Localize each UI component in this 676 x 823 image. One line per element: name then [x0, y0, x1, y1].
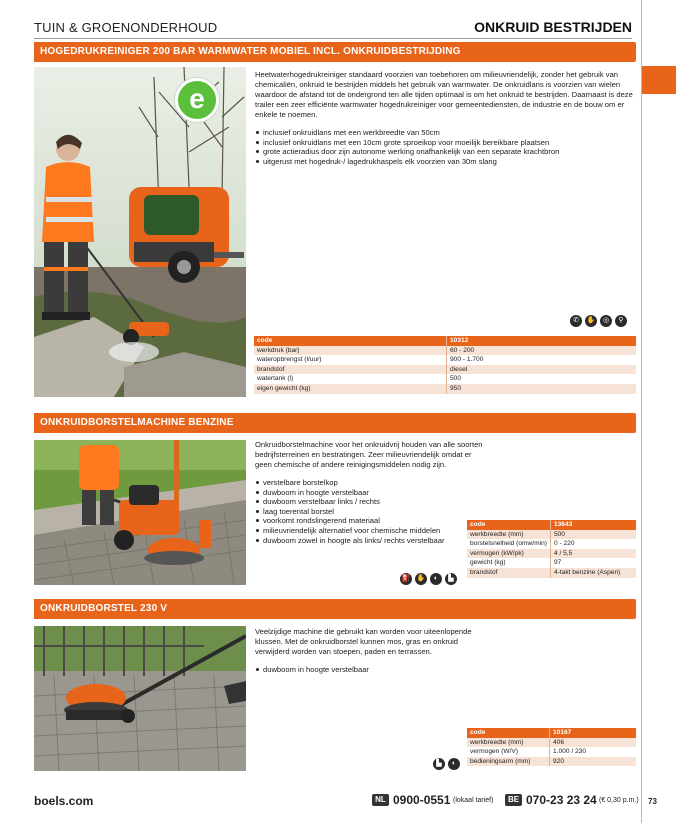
feature-list: [255, 128, 633, 166]
spec-code-value: 10312: [447, 336, 637, 346]
spec-header-row: [467, 520, 636, 530]
product-description: [255, 70, 633, 166]
description-text: Heetwaterhogedrukreiniger standaard voorzien van toebehoren om milieuvriendelijk, zonder het gebruik van chemicaliën, onkruid te bestrijden middels het gebruik van warmwater. De onkruidlans is voorzien van wielen waardoor de afstand tot de ondergrond ten alle tijden optimaal is om het onkruid te bestrijden. Daarnaast is deze trailer een zeer efficiënte warmwater hogedrukreiniger voor gemeentediensten, de industrie en de bouw om er enkele te noemen.: [255, 70, 633, 119]
spec-code-label: code: [467, 728, 550, 738]
spec-row: [467, 757, 636, 767]
spec-code-label: code: [254, 336, 447, 346]
side-divider: [641, 0, 642, 823]
product-description: [255, 440, 485, 545]
spec-value: 1.000 / 230: [550, 747, 637, 757]
spec-value: 500: [550, 530, 636, 540]
feature-item: duwboom verstelbaar links / rechts: [255, 497, 485, 507]
goggles-icon: ◎: [600, 315, 612, 327]
spec-key: brandstof: [467, 568, 550, 578]
spec-code-value: 10167: [550, 728, 637, 738]
spec-row: [467, 738, 636, 748]
website-link[interactable]: boels.com: [34, 794, 94, 808]
section-title: ONKRUID BESTRIJDEN: [474, 19, 632, 35]
spec-value: 900 - 1.700: [447, 355, 637, 365]
spec-row: [467, 568, 636, 578]
feature-item: duwboom zowel in hoogte als links/ rechts verstelbaar: [255, 536, 485, 546]
feature-item: inclusief onkruidlans met een werkbreedte van 50cm: [255, 128, 633, 138]
spec-row: [467, 549, 636, 559]
nl-country-badge: NL: [372, 794, 389, 806]
product-photo-brush-machine-petrol: [34, 440, 246, 585]
feature-item: milieuvriendelijk alternatief voor chemische middelen: [255, 526, 485, 536]
spec-value: 97: [550, 558, 636, 568]
feature-item: grote actieradius door zijn autonome werking onafhankelijk van een separate krachtbron: [255, 147, 633, 157]
header-divider: [34, 38, 632, 39]
product-photo-brush-230v: [34, 626, 246, 771]
spec-value: 500: [447, 374, 637, 384]
spec-key: eigen gewicht (kg): [254, 384, 447, 394]
safety-icons: [400, 573, 457, 585]
feature-list: [255, 478, 485, 545]
spec-value: 950: [447, 384, 637, 394]
product-description: [255, 627, 485, 675]
ear-protection-icon: ◐: [448, 758, 460, 770]
fuel-icon: ⛽: [400, 573, 412, 585]
spec-row: [254, 384, 636, 394]
spec-row: [254, 355, 636, 365]
feature-item: voorkomt rondslingerend materiaal: [255, 516, 485, 526]
boot-icon: ▙: [445, 573, 457, 585]
spec-table: [467, 520, 636, 578]
feature-item: inclusief onkruidlans met een 10cm grote sproeikop voor moeilijk bereikbare plaatsen: [255, 138, 633, 148]
spec-row: [254, 365, 636, 375]
page-number: 73: [648, 797, 657, 806]
spec-row: [254, 346, 636, 356]
description-text: Veelzijdige machine die gebruikt kan worden voor uiteenlopende klussen. Met de onkruidborstel kunnen mos, gras en onkruid verwijderd worden van stoepen, paden en terrassen.: [255, 627, 472, 656]
spec-header-row: [467, 728, 636, 738]
safety-icons: [433, 758, 460, 770]
spec-header-row: [254, 336, 636, 346]
feature-list: [255, 665, 485, 675]
feature-item: uitgerust met hogedruk-/ lagedrukhaspels elk voorzien van 30m slang: [255, 157, 633, 167]
product-photo-hot-water-cleaner: [34, 67, 246, 397]
spec-value: 4-takt benzine (Aspen): [550, 568, 636, 578]
spec-value: diesel: [447, 365, 637, 375]
spec-row: [467, 558, 636, 568]
spec-key: brandstof: [254, 365, 447, 375]
spec-key: bedieningsarm (mm): [467, 757, 550, 767]
spec-value: 920: [550, 757, 637, 767]
spec-key: werkdruk (bar): [254, 346, 447, 356]
spec-table: [467, 728, 636, 766]
spec-row: [254, 374, 636, 384]
phone-icon: ✆: [570, 315, 582, 327]
spec-row: [467, 530, 636, 540]
be-phone-number: 070-23 23 24: [526, 793, 597, 807]
person-icon: ⚲: [615, 315, 627, 327]
spec-value: 60 - 200: [447, 346, 637, 356]
feature-item: laag toerental borstel: [255, 507, 485, 517]
be-rate-note: (€ 0,30 p.m.): [599, 797, 639, 804]
description-text: Onkruidborstelmachine voor het onkruidvrij houden van alle soorten bedrijfsterreinen en bestratingen. Zeer milieuvriendelijk omdat er geen chemische of andere reinigingsmiddelen nodig zijn.: [255, 440, 483, 469]
glove-icon: ✋: [585, 315, 597, 327]
spec-row: [467, 539, 636, 549]
nl-phone-number: 0900-0551: [393, 793, 451, 807]
spec-value: 0 - 220: [550, 539, 636, 549]
feature-item: duwboom in hoogte verstelbaar: [255, 488, 485, 498]
nl-rate-note: (lokaal tarief): [453, 797, 494, 804]
spec-value: 406: [550, 738, 637, 748]
feature-item: verstelbare borstelkop: [255, 478, 485, 488]
eco-label-icon: e: [175, 78, 219, 122]
spec-value: 4 / 5,5: [550, 549, 636, 559]
glove-icon: ✋: [415, 573, 427, 585]
feature-item: duwboom in hoogte verstelbaar: [255, 665, 485, 675]
ear-protection-icon: ◐: [430, 573, 442, 585]
product-title-bar: ONKRUIDBORSTELMACHINE BENZINE: [34, 413, 636, 433]
spec-code-value: 13643: [550, 520, 636, 530]
product-title-bar: HOGEDRUKREINIGER 200 BAR WARMWATER MOBIEL INCL. ONKRUIDBESTRIJDING: [34, 42, 636, 62]
safety-icons: [570, 315, 627, 327]
spec-code-label: code: [467, 520, 550, 530]
be-country-badge: BE: [505, 794, 522, 806]
spec-key: werkbreedte (mm): [467, 738, 550, 748]
spec-key: gewicht (kg): [467, 558, 550, 568]
spec-table: [254, 336, 636, 394]
spec-key: vermogen (W/V): [467, 747, 550, 757]
spec-key: watertank (l): [254, 374, 447, 384]
category-title: TUIN & GROENONDERHOUD: [34, 20, 218, 35]
spec-row: [467, 747, 636, 757]
section-tab-marker: [642, 66, 676, 94]
spec-key: vermogen (kW/pk): [467, 549, 550, 559]
spec-key: werkbreedte (mm): [467, 530, 550, 540]
boot-icon: ▙: [433, 758, 445, 770]
spec-key: wateropbrengst (l/uur): [254, 355, 447, 365]
product-title-bar: ONKRUIDBORSTEL 230 V: [34, 599, 636, 619]
spec-key: borstelsnelheid (omw/min): [467, 539, 550, 549]
